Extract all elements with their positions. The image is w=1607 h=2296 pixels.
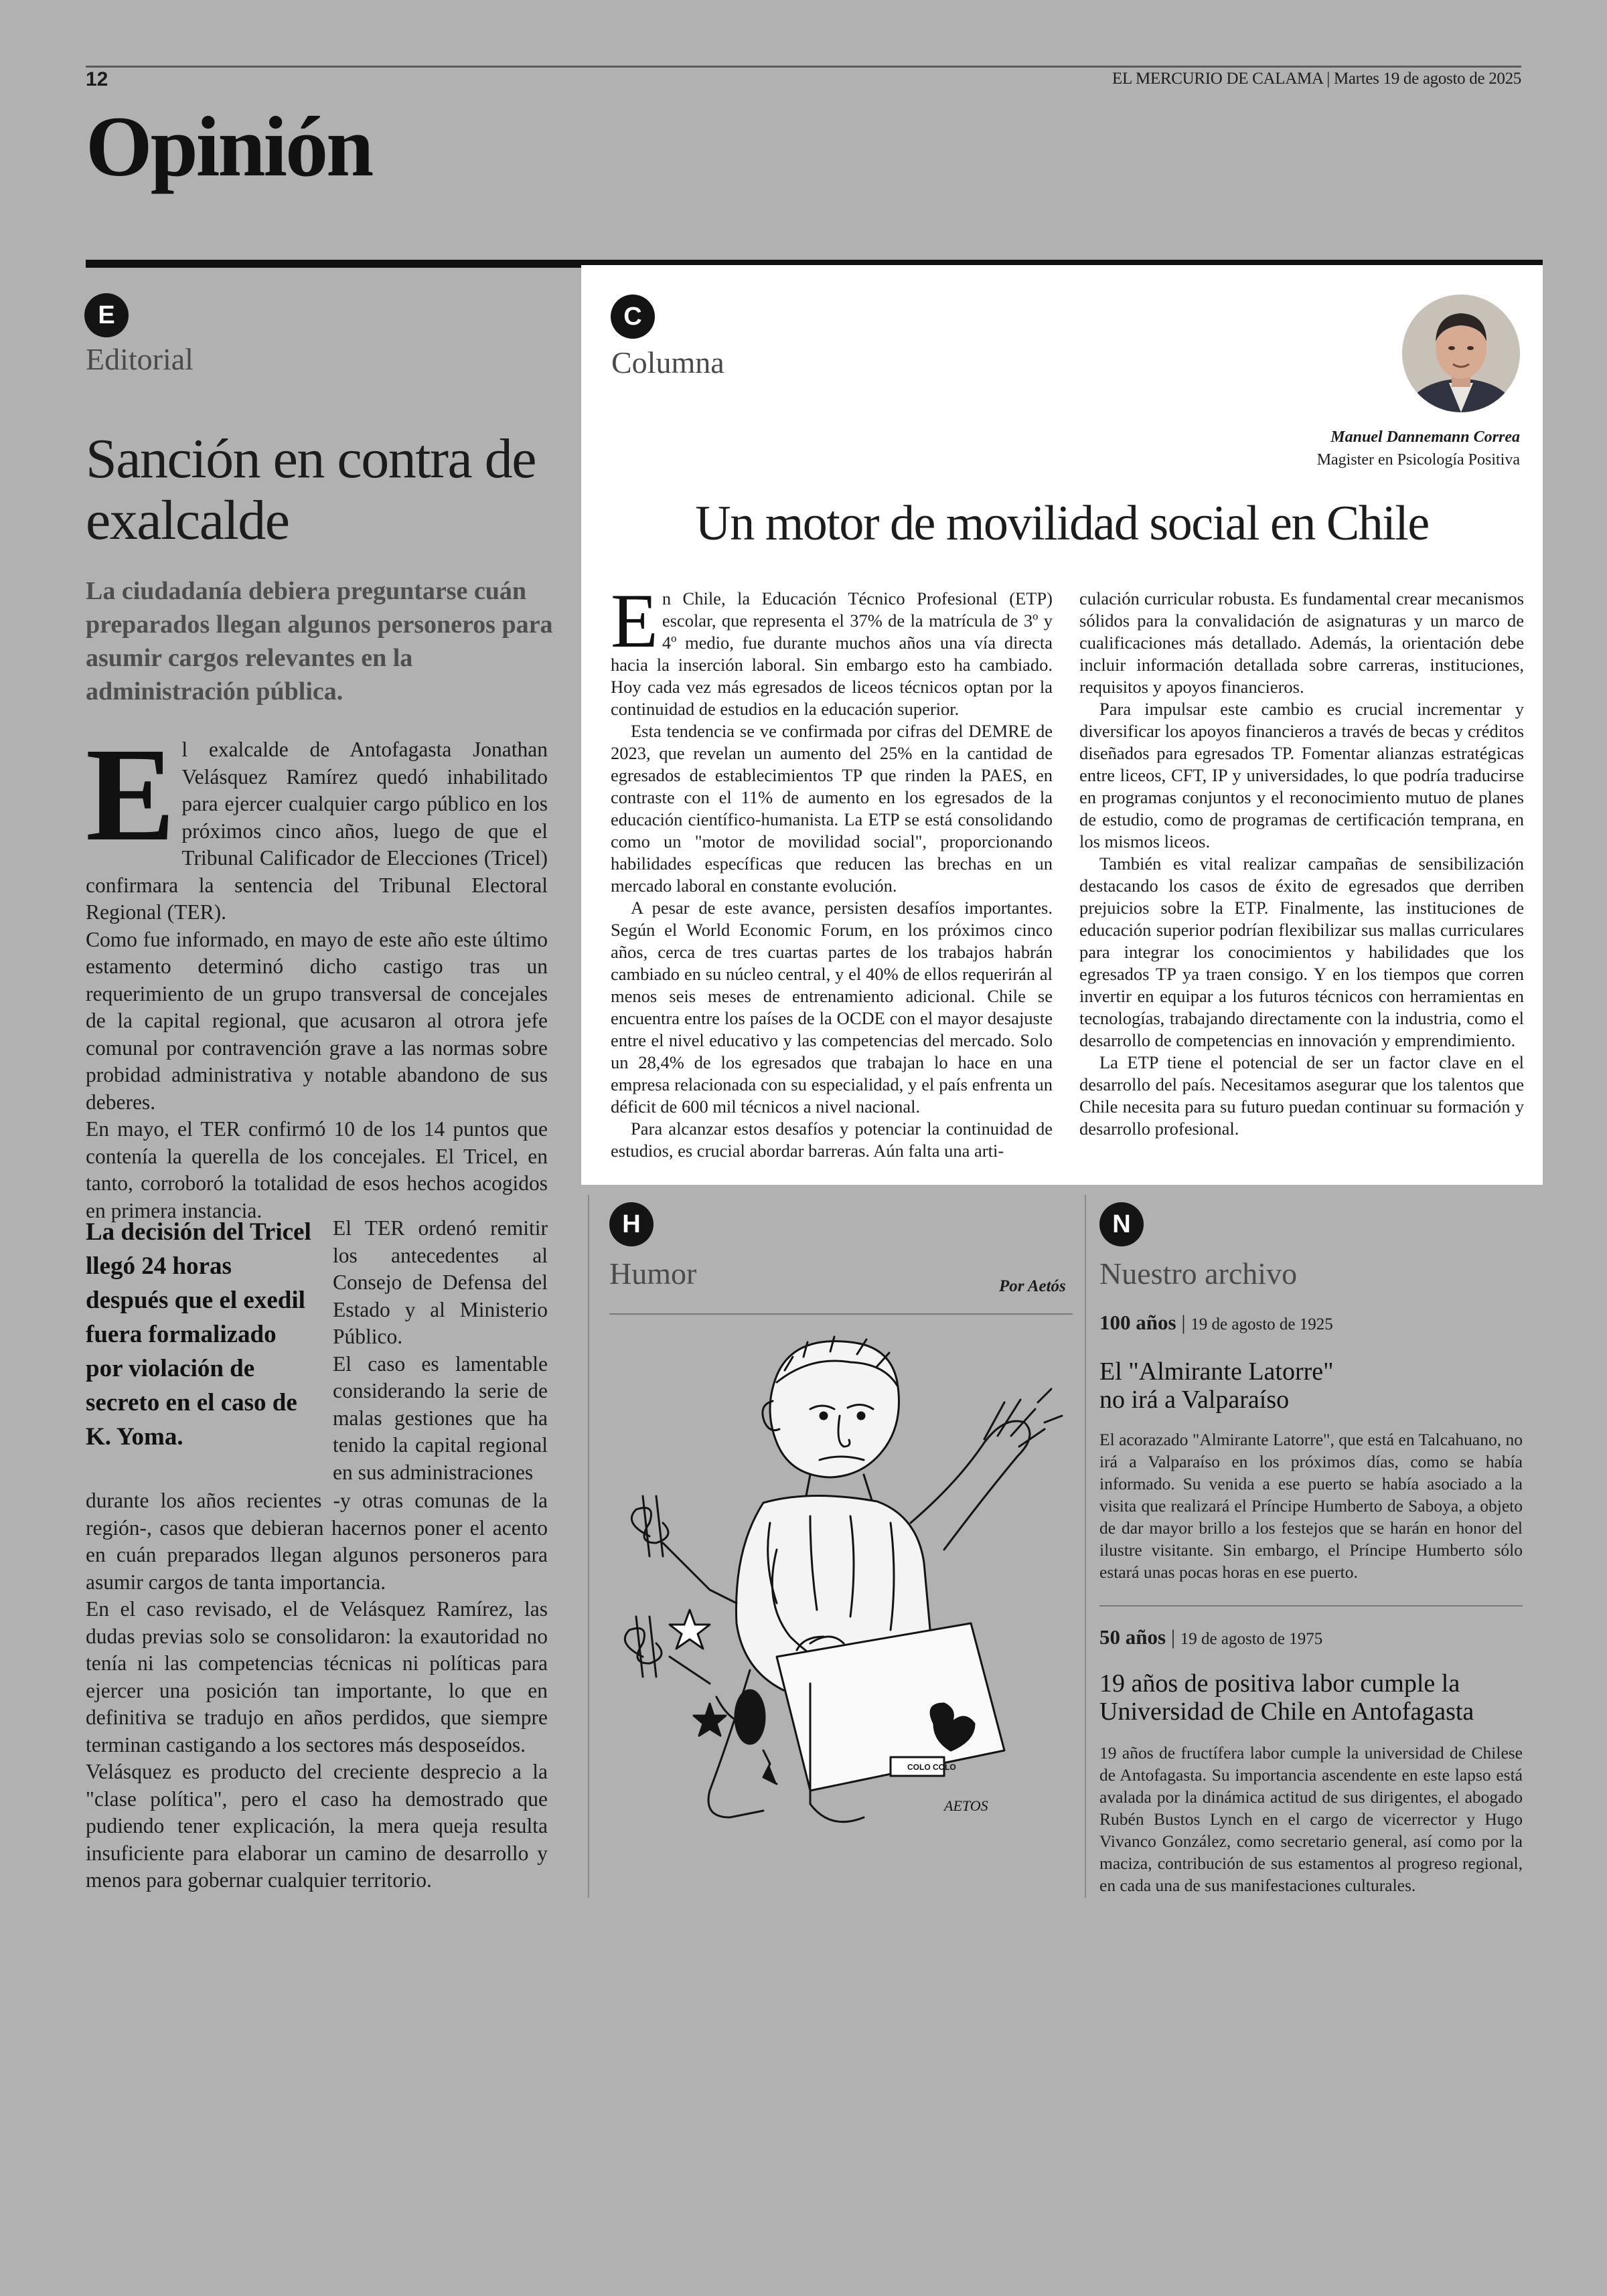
- humor-byline: Por Aetós: [999, 1277, 1066, 1295]
- editorial-badge: E: [84, 293, 129, 337]
- editorial-paragraph: durante los años recientes -y otras comunas de la región-, casos que debieran hacernos poner el acento en cuán preparados llegan algunos personeros para asumir cargos de tanta importancia.: [86, 1489, 548, 1594]
- archive-date: 19 de agosto de 1975: [1180, 1630, 1323, 1648]
- column-paragraph: A pesar de este avance, persisten desafíos importantes. Según el World Economic Forum, en los próximos cinco años, cerca de tres cuartas partes de los trabajos habrán cambiado en su núcleo central, y el 40% de ellos requerirán al menos seis meses de entrenamiento adicional. Chile se encuentra entre los países de la OCDE con el mayor desajuste entre el nivel educativo y las competencias del mercado. Solo un 28,4% de los egresados que trabajan lo hace en una empresa relacionada con su especialidad, y el país enfrenta un déficit de 600 mil técnicos a nivel nacional.: [611, 898, 1053, 1117]
- publication-line: EL MERCURIO DE CALAMA | Martes 19 de agosto de 2025: [1112, 70, 1521, 88]
- divider-left: [588, 1195, 589, 1898]
- column-paragraph: Para impulsar este cambio es crucial incrementar y diversificar los apoyos financieros a través de becas y créditos diseñados para egresados TP. Fomentar alianzas estratégicas entre liceos, CFT, IP y universidades, lo que podría traducirse en programas conjuntos y el reconocimiento mutuo de planes de estudio, como de programas de certificación temprana, en los mismos liceos.: [1079, 699, 1524, 851]
- editorial-headline: Sanción en contra de exalcalde: [86, 428, 536, 552]
- archive-badge: N: [1099, 1202, 1144, 1246]
- editorial-dropcap: E: [86, 721, 175, 869]
- column-paragraph: También es vital realizar campañas de sensibilización destacando los casos de éxito de egresados que derriben prejuicios sobre la ETP. Finalmente, las instituciones de educación superior podrían flexibilizar sus mallas curriculares para integrar los conocimientos y habilidades que los egresados TP ya traen consigo. Y en los tiempos que corren invertir en equipar a los futuros técnicos con herramientas en tecnologías, trabajando directamente con la industria, como el desarrollo de competencias en innovación y emprendimiento.: [1079, 853, 1524, 1050]
- editorial-deck: La ciudadanía debiera preguntarse cuán preparados llegan algunos personeros para asumir cargos relevantes en la administración pública.: [86, 577, 553, 706]
- column-dropcap: E: [611, 578, 658, 664]
- column-badge: C: [611, 295, 655, 339]
- humor-badge: H: [609, 1202, 654, 1246]
- archive-item-body-1: El acorazado "Almirante Latorre", que está en Talcahuano, no irá a Valparaíso en los próximos días, como se había informado. Su venida a ese puerto se había asociado a la visita que realizará el Príncipe Humberto de Saboya, a objeto de dar mayor brillo a los festejos que se harán en honor del ilustre visitante. Sin embargo, el Príncipe Humberto sólo estará unas pocas horas en ese puerto.: [1099, 1430, 1523, 1582]
- column-body-right: [1079, 588, 1524, 1140]
- divider-right: [1085, 1195, 1086, 1898]
- cartoon-briefcase-label: COLO COLO: [907, 1762, 956, 1772]
- page-number: 12: [86, 68, 108, 90]
- column-paragraph: culación curricular robusta. Es fundamental crear mecanismos sólidos para la convalidación de asignaturas y un marco de cualificaciones más detallado. Además, la orientación debe incluir información detallada sobre carreras, instituciones, requisitos y apoyos financieros.: [1079, 588, 1524, 697]
- author-portrait-icon: [1402, 295, 1520, 412]
- editorial-body-bottom: [86, 1487, 548, 1894]
- column-paragraph-text: n Chile, la Educación Técnico Profesional (ETP) escolar, que representa el 37% de la matrícula de 3º y 4º medio, fue durante muchos años una vía directa hacia la inserción laboral. Sin embargo esto ha cambiado. Hoy cada vez más egresados de liceos técnicos optan por la continuidad de estudios en la educación superior.: [611, 588, 1053, 719]
- editorial-paragraph: El TER ordenó remitir los antecedentes al Consejo de Defensa del Estado y al Ministerio Público.: [333, 1216, 548, 1348]
- column-label: Columna: [611, 345, 724, 380]
- cartoon-illustration-icon: [609, 1322, 1073, 1851]
- editorial-body-top: [86, 721, 548, 1224]
- archive-date: 19 de agosto de 1925: [1191, 1315, 1333, 1333]
- archive-label: Nuestro archivo: [1099, 1256, 1298, 1291]
- author-avatar: [1402, 295, 1520, 412]
- editorial-body-narrow: [333, 1215, 548, 1486]
- column-author-name: Manuel Dannemann Correa: [1330, 428, 1520, 446]
- archive-item-year-1: 100 años | 19 de agosto de 1925: [1099, 1311, 1333, 1334]
- archive-item-year-2: 50 años | 19 de agosto de 1975: [1099, 1625, 1323, 1649]
- editorial-paragraph: Como fue informado, en mayo de este año este último estamento determinó dicho castigo tras un requerimiento de un grupo transversal de concejales de la capital regional, que acusaron al otrora jefe comunal por contravención grave a las normas sobre probidad administrativa y notable abandono de sus deberes.: [86, 927, 548, 1114]
- column-headline: Un motor de movilidad social en Chile: [695, 496, 1429, 551]
- cartoon-signature: AETOS: [944, 1797, 988, 1814]
- humor-cartoon: [609, 1322, 1073, 1851]
- archive-rule: [1099, 1605, 1523, 1607]
- humor-label: Humor: [609, 1256, 697, 1291]
- section-title: Opinión: [86, 99, 372, 194]
- archive-years: 100 años: [1099, 1311, 1176, 1334]
- archive-item-headline-1: El "Almirante Latorre" no irá a Valparaíso: [1099, 1358, 1334, 1414]
- column-body-left: [611, 578, 1053, 1162]
- column-paragraph: [611, 578, 1053, 720]
- editorial-pullquote: La decisión del Tricel llegó 24 horas después que el exedil fuera formalizado por violación de secreto en el caso de K. Yoma.: [86, 1218, 311, 1451]
- archive-years: 50 años: [1099, 1625, 1166, 1649]
- archive-item-headline-2: 19 años de positiva labor cumple la Universidad de Chile en Antofagasta: [1099, 1669, 1474, 1726]
- editorial-label: Editorial: [86, 342, 194, 376]
- top-rule: [86, 66, 1521, 68]
- editorial-paragraph: En mayo, el TER confirmó 10 de los 14 puntos que contenía la querella de los concejales. El Tricel, en tanto, corroboró la totalidad de esos hechos acogidos en primera instancia.: [86, 1117, 548, 1222]
- publication-name: EL MERCURIO DE CALAMA: [1112, 70, 1323, 88]
- column-paragraph: La ETP tiene el potencial de ser un factor clave en el desarrollo del país. Necesitamos asegurar que los talentos que Chile necesita para su futuro puedan continuar su formación y desarrollo profesional.: [1079, 1052, 1524, 1139]
- column-paragraph: Para alcanzar estos desafíos y potenciar la continuidad de estudios, es crucial abordar barreras. Aún falta una arti-: [611, 1119, 1053, 1161]
- publication-date: Martes 19 de agosto de 2025: [1333, 70, 1521, 88]
- column-paragraph: Esta tendencia se ve confirmada por cifras del DEMRE de 2023, que revelan un aumento del 25% en la cantidad de egresados de establecimientos TP que rinden la PAES, en contraste con el 11% de aumento en los egresados de la educación científico-humanista. La ETP se está consolidando como un "motor de movilidad social", proporcionando habilidades específicas que reducen las brechas en un mercado laboral en constante evolución.: [611, 721, 1053, 896]
- editorial-paragraph: En el caso revisado, el de Velásquez Ramírez, las dudas previas solo se consolidaron: la exautoridad no tenía ni las competencias técnicas ni políticas para ejercer una posición tan importante, lo que en definitiva se tradujo en años perdidos, que siempre terminan castigando a los sectores más desposeídos.: [86, 1597, 548, 1756]
- editorial-paragraph-text: l exalcalde de Antofagasta Jonathan Velásquez Ramírez quedó inhabilitado para ejercer cualquier cargo público en los próximos cinco años, luego de que el Tribunal Calificador de Elecciones (Tricel) confirmara la sentencia del Tribunal Electoral Regional (TER).: [86, 738, 548, 924]
- editorial-paragraph: [86, 721, 548, 926]
- archive-item-body-2: 19 años de fructífera labor cumple la universidad de Chilese de Antofagasta. Su importancia ascendente en este lapso está avalada por la dinámica actitud de sus dirigentes, el abogado Rubén Bustos Lynch en el cargo de vicerrector y Hugo Vivanco González, como secretario general, así como por la maciza, contribución de sus estamentos al progreso regional, en cada una de sus manifestaciones culturales.: [1099, 1743, 1523, 1895]
- column-author-title: Magister en Psicología Positiva: [1316, 451, 1520, 469]
- editorial-paragraph: El caso es lamentable considerando la serie de malas gestiones que ha tenido la capital regional en sus administraciones: [333, 1351, 548, 1484]
- humor-rule: [609, 1313, 1073, 1315]
- editorial-paragraph: Velásquez es producto del creciente desprecio a la "clase política", pero el caso ha demostrado que pudiendo tener explicación, la mera queja resulta insuficiente para elaborar un camino de desarrollo y menos para gobernar cualquier territorio.: [86, 1760, 548, 1892]
